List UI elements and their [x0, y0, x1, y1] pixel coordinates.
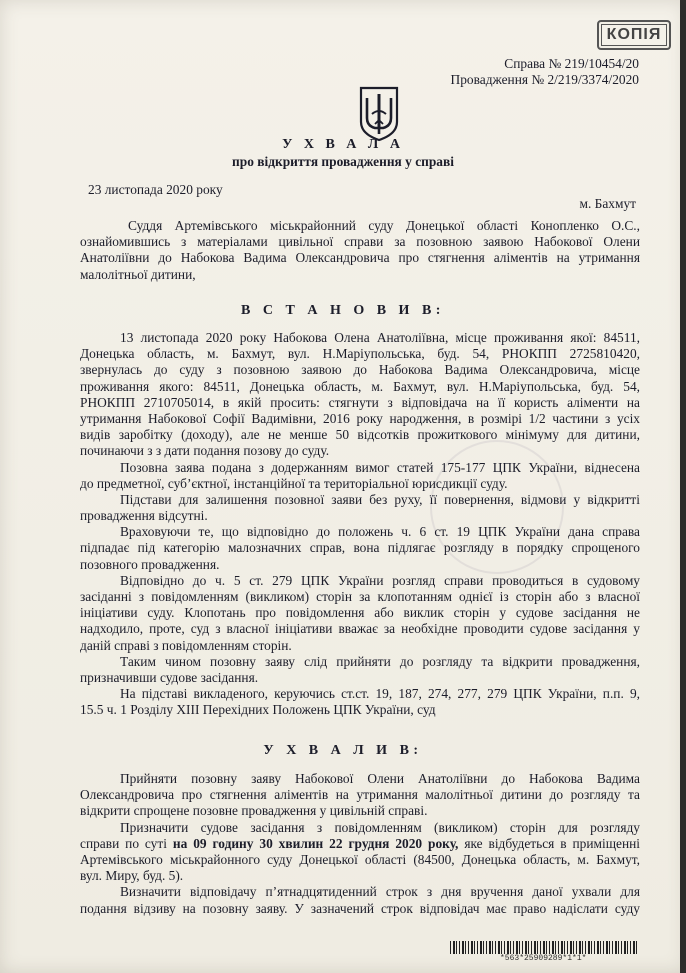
text-line: вул. Миру, буд. 5).: [80, 868, 184, 884]
intro-paragraph: [80, 218, 640, 283]
text-line: призначивши судове засідання.: [80, 669, 259, 685]
hearing-datetime: на 09 годину 30 хвилин 22 грудня 2020 року,: [172, 835, 459, 851]
text-line: засіданні з повідомленням (викликом) сторін за клопотанням однієї із сторін або з власної: [80, 589, 640, 604]
text-line: [80, 836, 640, 852]
text-line: починаючи з з дати подання позову до суду.: [80, 443, 330, 459]
text-line: РНОКПП 2710705014, в якій просить: стягнути з відповідача на її користь аліменти на: [80, 394, 640, 410]
text-line: відкрити спрощене позовне провадження у цивільній справі.: [80, 803, 428, 819]
barcode-number: *563*25909289*1*1*: [500, 954, 587, 963]
text-line: Позовна заява подана з додержанням вимог статей 175-177 ЦПК України, віднесена: [120, 459, 640, 475]
text-line: звернулась до суду з позовною заявою до Набокова Вадима Олександровича, місце: [80, 362, 640, 378]
case-number: Справа № 219/10454/20: [504, 56, 639, 71]
established-body: [80, 330, 640, 719]
text-line: Таким чином позовну заяву слід прийняти до розгляду та відкрити провадження,: [120, 653, 640, 669]
text-line: Анатоліївни до Набокова Вадима Олександровича про стягнення аліментів на утримання: [80, 250, 640, 266]
copy-stamp: КОПІЯ: [597, 20, 671, 50]
text-line: 13 листопада 2020 року Набокова Олена Анатоліївна, місце проживання якої: 84511,: [120, 330, 640, 345]
text-line: Призначити судове засідання з повідомленням (викликом) сторін для розгляду: [120, 819, 640, 835]
text-line: малолітньої дитини,: [80, 266, 196, 282]
text-line: до предметної, суб’єктної, інстанційної та територіальної юрисдикції суду.: [80, 475, 508, 491]
document-barcode: [450, 941, 638, 954]
scan-edge: [680, 0, 686, 973]
text-line: Відповідно до ч. 5 ст. 279 ЦПК України розгляд справи проводиться в судовому: [120, 572, 640, 588]
text-line: утримання Набокової Софії Вадимівни, 2016 року народження, в розмірі 1/2 частини з усіх: [80, 410, 640, 426]
proceeding-number: Провадження № 2/219/3374/2020: [450, 72, 639, 87]
text-line: Суддя Артемівського міськрайонний суду Донецької області Конопленко О.С.,: [128, 218, 640, 233]
text-line: Враховуючи те, що відповідно до положень ч. 6 ст. 19 ЦПК України дана справа: [120, 524, 640, 540]
document-title: У Х В А Л А: [282, 137, 404, 152]
text-segment: яке відбудеться в приміщенні: [464, 835, 641, 851]
text-line: ознайомившись з матеріалами цивільної справи за позовною заявою Набокової Олени: [80, 234, 640, 250]
text-segment: справи по суті: [80, 835, 167, 851]
text-line: даній справі з повідомленням сторін.: [80, 637, 292, 653]
heading-established: В С Т А Н О В И В:: [241, 303, 445, 318]
text-line: позовного провадження.: [80, 556, 220, 572]
text-line: На підставі викладеного, керуючись ст.ст. 19, 187, 274, 277, 279 ЦПК України, п.п. 9,: [120, 686, 640, 702]
document-city: м. Бахмут: [579, 196, 636, 211]
text-line: Підстави для залишення позовної заяви без руху, її повернення, відмови у відкритті: [120, 491, 640, 507]
text-line: підпадає під категорію малозначних справ, вона підлягає розгляду в порядку спрощеного: [80, 540, 640, 556]
text-line: 15.5 ч. 1 Розділу ХІІІ Перехідних Положень ЦПК України, суд: [80, 702, 436, 718]
text-line: проживання якого: 84511, Донецька область, м. Бахмут, вул. Н.Маріупольська, буд. 54,: [80, 378, 640, 394]
text-line: видів заробітку (доходу), але не менше 50 відсотків прожиткового мінімуму для дитини,: [80, 427, 640, 443]
text-line: подання відзиву на позовну заяву. У зазначений строк відповідач має право надіслати суду: [80, 900, 640, 916]
text-line: Визначити відповідачу п’ятнадцятиденний строк з дня вручення даної ухвали для: [120, 884, 640, 900]
document-date: 23 листопада 2020 року: [88, 182, 223, 197]
text-line: ініціативи суду. Клопотань про повідомлення або виклик сторін у судове засідання не: [80, 605, 640, 621]
trident-emblem-icon: [357, 84, 401, 142]
heading-ruled: У Х В А Л И В:: [263, 743, 423, 758]
document-subtitle: про відкриття провадження у справі: [232, 154, 454, 169]
text-line: Артемівського міськрайонного суду Донецької області (84500, Донецька область, м. Бахмут,: [80, 851, 640, 867]
text-line: Олександровича про стягнення аліментів на утримання малолітньої дитини до розгляду та: [80, 787, 640, 803]
text-line: надходило, проте, суд з власної ініціативи вважає за необхідне проводити судове засідання у: [80, 621, 640, 637]
text-line: Донецька область, м. Бахмут, вул. Н.Маріупольська, буд. 54, РНОКПП 2725810420,: [80, 346, 640, 362]
text-line: провадження відсутні.: [80, 508, 208, 524]
ruled-body: [80, 771, 640, 917]
text-line: Прийняти позовну заяву Набокової Олени Анатоліївни до Набокова Вадима: [120, 771, 640, 786]
